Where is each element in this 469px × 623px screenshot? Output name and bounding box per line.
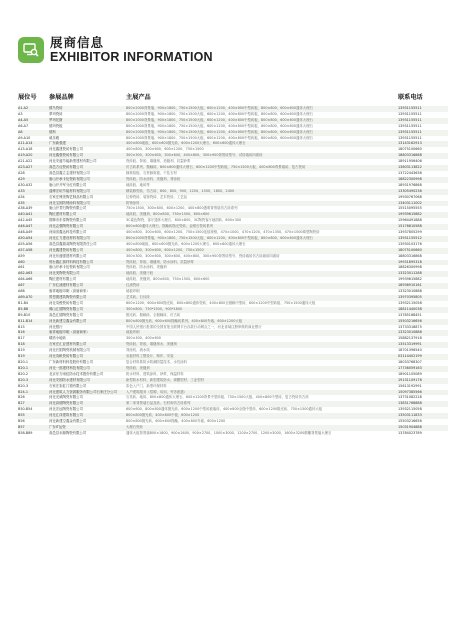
phone-cell: 15031904888: [398, 424, 422, 429]
phone-cell: 13970395805: [398, 295, 422, 299]
booth-cell: A42-A45: [18, 218, 33, 223]
products-cell: 地砖胶、美缝剂、800×800、750×1500、600×600: [126, 212, 210, 217]
phone-cell: 15097385566: [398, 389, 422, 394]
booth-cell: A28: [18, 170, 25, 175]
products-cell: 600×600、800×800通体抛光砖、600×1200中型砖板墙砖、400×800全抛中型砖、600×1200抛光砖、750×1500通体大板: [126, 407, 323, 412]
booth-cell: B19: [18, 348, 25, 353]
booth-cell: A29: [18, 176, 25, 181]
brand-cell: 晴洛小地砖: [49, 336, 66, 341]
booth-cell: B58-B89: [18, 430, 33, 435]
brand-cell: 唐祥地板印刷（高唐商家）: [49, 330, 90, 335]
products-cell: 岩板材料工整设计、制作、安装: [126, 354, 174, 359]
products-cell: 800×2000背景墙、900×1800、750×1500大板、600×1200、400×800中型砖板、800×800、600×600通体大理石: [126, 235, 313, 240]
products-cell: 瓷砖胶、防水涂料、美缝剂、背涂胶: [126, 176, 181, 181]
booth-cell: B20-3: [18, 383, 29, 388]
brand-cell: 河北高德陶瓷有限公司: [49, 401, 83, 406]
products-cell: 复合材料系防水防潮防裂技术、水性涂料: [126, 359, 188, 364]
brand-cell: 高邑方迈瓷砖有限公司: [49, 165, 83, 170]
phone-cell: 13143162913: [398, 141, 422, 146]
booth-cell: A1-A2: [18, 106, 29, 110]
booth-cell: B9-B10: [18, 312, 31, 317]
products-cell: 抛光砖、抛釉砖、全抛釉砖、仿古砖: [126, 312, 181, 317]
brand-cell: 河北新建空鑫金有限公司: [49, 318, 87, 323]
booth-cell: A19-A20: [18, 153, 33, 158]
products-cell: 800×2000背景墙、900×1800、750×1500大板、600×1200、400×800中型砖板、800×800、600×600通体大理石: [126, 135, 313, 140]
booth-cell: B20-1: [18, 359, 29, 364]
products-cell: 艺术砖、石纹砖: [126, 295, 150, 299]
booth-cell: A57-A58: [18, 247, 33, 252]
brand-cell: 邯郸市东泰陶瓷有限公司: [49, 218, 87, 223]
brand-cell: 罗玛托斯: [49, 117, 63, 122]
booth-cell: A61: [18, 265, 25, 270]
brand-cell: 萝玛瓷砖: [49, 111, 63, 116]
phone-cell: 13323010888: [398, 330, 422, 335]
phone-cell: 19931895318: [398, 259, 422, 264]
products-cell: 300×300、400×600: [126, 336, 161, 341]
products-cell: 地砖胶、地砖等: [126, 182, 150, 187]
brand-cell: 河北岚帆瓷砖有限公司: [49, 354, 83, 359]
products-cell: 3C素色陶瓷、客厅通体大理石、800×800、3C陶瓷客厅地面砖、600×300: [126, 218, 242, 223]
brand-cell: 河北长阳陶瓷机械有限公司: [49, 348, 90, 353]
brand-cell: 邢台鑫汇源材料科技有限公司: [49, 259, 94, 264]
phone-cell: 18075100660: [398, 147, 422, 152]
phone-cell: 03114402199: [398, 354, 422, 359]
phone-cell: 18075100660: [398, 247, 422, 252]
brand-cell: 石家庄汇亚建材有限公司: [49, 342, 87, 347]
column-header-booth: 展位号: [18, 94, 37, 101]
brand-cell: 德科: [49, 129, 56, 134]
booth-cell: B56: [18, 419, 25, 424]
page-header: [18, 36, 213, 64]
phone-cell: 18931976868: [398, 182, 422, 187]
products-cell: 瓷砖胶、防水涂料、美缝剂: [126, 265, 167, 270]
phone-cell: 13323010888: [398, 289, 422, 294]
products-cell: 400×800地板、600×600抛光砖、600×1200大理石、600×600通体大理石: [126, 141, 246, 146]
brand-cell: 石家庄彩虹门窗有限公司: [49, 383, 87, 388]
phone-cell: 13931155511: [398, 106, 422, 110]
products-cell: 通体大板背景墙800×1800、900×2600、900×2700、1000×3000、1200×2700、1200×3000、1600×3200精雕背景墙大理石: [126, 430, 332, 435]
brand-cell: 唐山开承卡伦瓷砖有限公司: [49, 265, 90, 270]
products-cell: 750×1500、300×800、600×1200、400×800透明背景墙仿古砖系列: [126, 206, 238, 211]
phone-cell: 18033768307: [398, 359, 422, 364]
search-monitor-icon: [18, 37, 44, 63]
phone-cell: 18803316868: [398, 253, 422, 258]
phone-cell: 13513319991: [398, 342, 422, 347]
brand-cell: 河北汇力建设材料有限公司: [49, 235, 90, 240]
booth-cell: A40-A41: [18, 212, 33, 217]
booth-cell: A59: [18, 253, 25, 258]
products-cell: 仿古砖系列、抛釉砖、800×800通体大理石、600×1200中型砖板、750×1500大板、400×800背景墙砖、复古瓷砖: [126, 165, 306, 170]
brand-cell: 河北新建空鑫金有限公司: [49, 419, 87, 424]
products-cell: 中国人民银行批准的全国首批互联网平台存款行动网点之一，河北省域注册审核的商业银行: [126, 324, 262, 329]
products-cell: 400×800、300×600、600×1200、750×1500: [126, 147, 204, 152]
phone-cell: 13784023789: [398, 430, 422, 435]
booth-cell: A6-A7: [18, 123, 29, 128]
booth-cell: B20-3: [18, 377, 29, 382]
brand-cell: 河北汇泽建筑有限公司: [49, 413, 83, 418]
booth-cell: A69-A70: [18, 295, 33, 299]
brand-cell: 唐山开开军分红有限公司: [49, 182, 87, 187]
products-cell: 800×800抛光砖、400×800中板、600×1200: [126, 413, 200, 418]
brand-cell: 北京东方雨虹防水技术股份有限公司: [49, 371, 104, 376]
booth-cell: A68: [18, 289, 25, 294]
phone-cell: 13932115058: [398, 300, 422, 305]
phone-cell: 13931155511: [398, 129, 422, 134]
phone-cell: 15503216656: [398, 318, 422, 323]
products-cell: 800×2000背景墙、900×1800、750×1500大板、600×1200、400×800中型砖板、800×800、600×600通体大理石: [126, 106, 313, 110]
products-cell: 红浦瓷砖: [126, 283, 140, 288]
products-cell: 800×2000背景墙、900×1800、750×1500大板、600×1200、400×800中型砖板、800×800、600×600通体大理石: [126, 111, 313, 116]
brand-cell: 广东IT运瓷: [49, 424, 66, 429]
phone-cell: 15882137918: [398, 336, 422, 341]
brand-cell: 陶匠建材有限公司: [49, 212, 77, 217]
brand-cell: 河北鑫强瓷砖有限公司: [49, 153, 83, 158]
phone-cell: 15613192991: [398, 383, 422, 388]
phone-cell: 13733318875: [398, 324, 422, 329]
brand-cell: 河北岚俊瓷砖有限公司: [49, 300, 83, 305]
booth-cell: B24-1: [18, 389, 29, 394]
phone-cell: 18811440038: [398, 306, 422, 311]
products-cell: 入户建筑服务（招聘、培训、劳务派遣）: [126, 389, 188, 394]
products-cell: 新型防水材料、新型建筑防水、薄膜型材、工业型材: [126, 377, 204, 382]
brand-cell: 河北志强陶瓷有限公司: [49, 224, 83, 229]
booth-cell: A3: [18, 111, 23, 116]
table-row: [18, 431, 448, 437]
phone-cell: 13305490236: [398, 188, 422, 193]
phone-cell: 13931155511: [398, 117, 422, 122]
products-cell: 地砖胶、美缝剂、800×800、750×1500、600×600: [126, 277, 210, 282]
products-cell: 大理石瓷砖: [126, 424, 143, 429]
products-cell: 彩色入户门、新型环保材料: [126, 383, 167, 388]
phone-cell: 13323011288: [398, 271, 422, 276]
brand-cell: 河北银行: [49, 324, 63, 329]
booth-cell: A23-A27: [18, 165, 33, 170]
phone-cell: 17736059163: [398, 365, 422, 370]
column-header-phone: 联系电话: [398, 94, 423, 101]
phone-cell: 13931155512: [398, 235, 422, 240]
phone-cell: 13403111002: [398, 200, 422, 205]
brand-cell: 河北一郎建材科技有限公司: [49, 365, 90, 370]
products-cell: 地板印刷: [126, 330, 140, 335]
products-cell: 300×300、300×600、300×600、400×800、300×900背景砖型号、瓷砖墙砖仿古砖墙砖四面砖: [126, 253, 280, 258]
phone-cell: 13931155511: [398, 111, 422, 116]
booth-cell: B19: [18, 354, 25, 359]
products-cell: 精装修瓷砖、仿古砖、600、800、900、1200、1500、1800、2400: [126, 188, 235, 193]
products-cell: 瓷砖胶、背胶、填缝剂、美缝剂、抗裂砂浆: [126, 159, 191, 164]
booth-cell: A35: [18, 200, 25, 205]
booth-cell: A8: [18, 129, 23, 134]
products-cell: 防锈涂料: [126, 200, 140, 205]
booth-cell: B18: [18, 342, 25, 347]
products-cell: 800×800抛光砖、600×600抛釉砖系列、400×800外墙、600×1200大板: [126, 318, 243, 323]
products-cell: 800×2000背景墙、900×1800、750×1500大板、600×1200、400×800中型砖板、800×800、600×600通体大理石: [126, 123, 313, 128]
products-cell: 蜂窝铝板、石材蜂窝板、干挂石材: [126, 170, 177, 175]
booth-cell: A15-A18: [18, 147, 33, 152]
booth-cell: A36-A39: [18, 206, 33, 211]
phone-cell: 13932115058: [398, 407, 422, 412]
booth-cell: A67: [18, 283, 25, 288]
phone-cell: 15515095555: [398, 206, 422, 211]
brand-cell: 高邑汇德陶瓷有限公司: [49, 312, 83, 317]
phone-cell: 13931155511: [398, 123, 422, 128]
phone-cell: 13785168451: [398, 312, 422, 317]
products-cell: 瓷砖胶、背胶、填缝剂水、美缝剂: [126, 342, 177, 347]
brand-cell: 广东新材料科技股份有限公司: [49, 359, 94, 364]
booth-cell: A33: [18, 188, 25, 193]
products-cell: 地砖胶、美缝干胶: [126, 271, 154, 276]
phone-cell: 13937805299: [398, 230, 422, 235]
brand-cell: 高邑县鑫立志建材有限公司: [49, 170, 90, 175]
products-cell: 第二家背景墙石品及砖、石材和仿古砖系列: [126, 401, 191, 406]
booth-cell: B11-B14: [18, 318, 33, 323]
booth-cell: A64-A66: [18, 277, 33, 282]
booth-cell: A50-A54: [18, 235, 33, 240]
brand-cell: 广东红浦建材有限公司: [49, 283, 83, 288]
phone-cell: 19930767068: [398, 194, 422, 199]
products-cell: 拉伸瓷砖、装饰瓷砖、艺术瓷砖、工艺品: [126, 194, 188, 199]
brand-cell: 德玛瓷板: [49, 123, 63, 128]
phone-cell: 18936910161: [398, 283, 422, 288]
exhibitor-table: [18, 106, 448, 437]
products-cell: 瓷砖胶、美缝剂: [126, 365, 150, 370]
column-header-brand: 参展品牌: [49, 94, 74, 101]
brand-cell: 陶匠建材有限公司: [49, 277, 77, 282]
booth-cell: B1-B4: [18, 300, 29, 305]
booth-cell: B55: [18, 413, 25, 418]
booth-cell: B50-B54: [18, 407, 33, 412]
brand-cell: 河北宏远陶瓷有限公司: [49, 407, 83, 412]
products-cell: 400×800地板、600×600抛光砖、600×1200大理石、600×600通体大理石: [126, 241, 246, 246]
phone-cell: 18826300998: [398, 265, 422, 270]
booth-cell: A46-A47: [18, 224, 33, 229]
brand-cell: 唐山开承卡伦瓷砖有限公司: [49, 176, 90, 181]
products-cell: 瓷砖胶、背胶、填缝剂、防水涂料、抗裂砂浆: [126, 259, 194, 264]
products-cell: 800×800通体大理石、抛釉砖抛光瓷砖、金刚石瓷砖系列: [126, 224, 213, 229]
booth-cell: A30-A32: [18, 182, 33, 187]
phone-cell: 18822300998: [398, 176, 422, 181]
phone-cell: 18701396540: [398, 348, 422, 353]
booth-cell: B57: [18, 424, 25, 429]
booth-cell: B15: [18, 324, 25, 329]
brand-cell: 德马瓷砖: [49, 106, 63, 110]
booth-cell: A21-A22: [18, 159, 33, 164]
products-cell: 800×800抛光砖、600×600抛釉、400×800外墙、600×1200: [126, 419, 226, 424]
phone-cell: 13722443636: [398, 170, 422, 175]
booth-cell: B16: [18, 330, 25, 335]
phone-cell: 15964491888: [398, 218, 422, 223]
products-cell: 背涂机、流水线: [126, 348, 150, 353]
phone-cell: 13931155511: [398, 135, 422, 140]
brand-cell: 河北安固防水建材有限公司: [49, 377, 90, 382]
phone-cell: 13731082228: [398, 395, 422, 400]
page-title-en: EXHIBITOR INFORMATION: [50, 50, 213, 64]
booth-cell: B26: [18, 395, 25, 400]
brand-cell: 河北建筑人力资源服务有限公司石家庄分公司: [49, 389, 117, 394]
products-cell: 防水材料、建筑涂料、砂浆、保温材料: [126, 371, 184, 376]
table-header: [18, 92, 448, 104]
phone-cell: 19939615882: [398, 212, 422, 217]
phone-cell: 19939615882: [398, 277, 422, 282]
phone-cell: 13930103176: [398, 241, 422, 246]
products-cell: 800×2000背景墙、900×1800、750×1500大板、600×1200、400×800中型砖板、800×800、600×600通体大理石: [126, 117, 313, 122]
booth-cell: A9-A10: [18, 135, 31, 140]
brand-cell: 河北美陶瓷有限公司: [49, 271, 80, 276]
brand-cell: 河北鑫建瓷砖有限公司: [49, 247, 83, 252]
booth-cell: A62-A63: [18, 271, 33, 276]
page-title-cn: 展商信息: [50, 35, 105, 50]
products-cell: 400×800、300×600、600×1200、750×1500连续规格、470×1000、470×1200、470×1350、470×1500薄型陶瓷砖: [126, 230, 320, 235]
phone-cell: 18901105089: [398, 371, 422, 376]
brand-cell: 淄博宏坦节能材料有限公司: [49, 188, 90, 193]
brand-cell: 高邑县鑫瑞高陶瓷有限责任公司: [49, 241, 97, 246]
booth-cell: A60: [18, 259, 25, 264]
products-cell: 300×300、300×600、300×600、400×800、300×900背景砖型号、试砖墙砖四面砖: [126, 153, 263, 158]
phone-cell: 19131109178: [398, 377, 422, 382]
phone-cell: 13603113822: [398, 165, 422, 170]
brand-cell: 唐祥地板印刷（高唐商家）: [49, 289, 90, 294]
booth-cell: B17: [18, 336, 25, 341]
brand-cell: 广东新强建: [49, 141, 66, 146]
booth-cell: B20-2: [18, 371, 29, 376]
brand-cell: 佛山汇德陶瓷有限公司: [49, 306, 83, 311]
products-cell: 600×1200、600×600抛光砖、800×800通体瓷砖、400×800全抛釉中型砖、600×1200中型砖板、750×1500通体大板: [126, 300, 316, 305]
brand-cell: 景恩德建筑陶瓷有限公司: [49, 295, 87, 299]
products-cell: 800×2000背景墙、900×1800、750×1500大板、600×1200、400×800中型砖板、800×800、600×600通体大理石: [126, 129, 313, 134]
brand-cell: 河北光威陶瓷有限公司: [49, 395, 83, 400]
phone-cell: 13503111833: [398, 413, 422, 418]
brand-cell: 唐山开君归陶瓷有限公司: [49, 206, 87, 211]
products-cell: 400×800、300×600、600×1200、750×1500: [126, 247, 204, 252]
brand-cell: 河北东盛强建材有限公司: [49, 253, 87, 258]
brand-cell: 石家庄博美陶艺制品有限公司: [49, 194, 94, 199]
phone-cell: 18911956406: [398, 159, 422, 164]
phone-cell: 15503216656: [398, 419, 422, 424]
column-header-products: 主展产品: [126, 94, 151, 101]
booth-cell: B5-B8: [18, 306, 29, 311]
products-cell: 地板印刷: [126, 289, 140, 294]
brand-cell: 威乐雅: [49, 135, 60, 140]
phone-cell: 18803316868: [398, 153, 422, 158]
brand-cell: 河北鑫建瓷砖有限公司: [49, 147, 83, 152]
brand-cell: 高邑县永顺陶瓷有限公司: [49, 430, 87, 435]
brand-cell: 河北宝固防锈涂料有限公司: [49, 200, 90, 205]
booth-cell: A55-A56: [18, 241, 33, 246]
booth-cell: A34: [18, 194, 25, 199]
brand-cell: 河南省鑫达科技有限公司: [49, 230, 87, 235]
booth-cell: B20-1: [18, 365, 29, 370]
products-cell: 石英砖、地砖、800×800通体大理石、600×1200背景中型砖板、750×1500大板、400×800中型砖、复古瓷砖仿古砖: [126, 395, 309, 400]
products-cell: 300×800、750*1500、900*1800: [126, 306, 183, 311]
phone-cell: 13831768888: [398, 401, 422, 406]
booth-cell: A48-A49: [18, 230, 33, 235]
brand-cell: 河北安盛节能新型建材有限公司: [49, 159, 97, 164]
booth-cell: A4-A5: [18, 117, 29, 122]
booth-cell: A11-A14: [18, 141, 33, 146]
phone-cell: 15176810588: [398, 224, 422, 229]
booth-cell: B27: [18, 401, 25, 406]
